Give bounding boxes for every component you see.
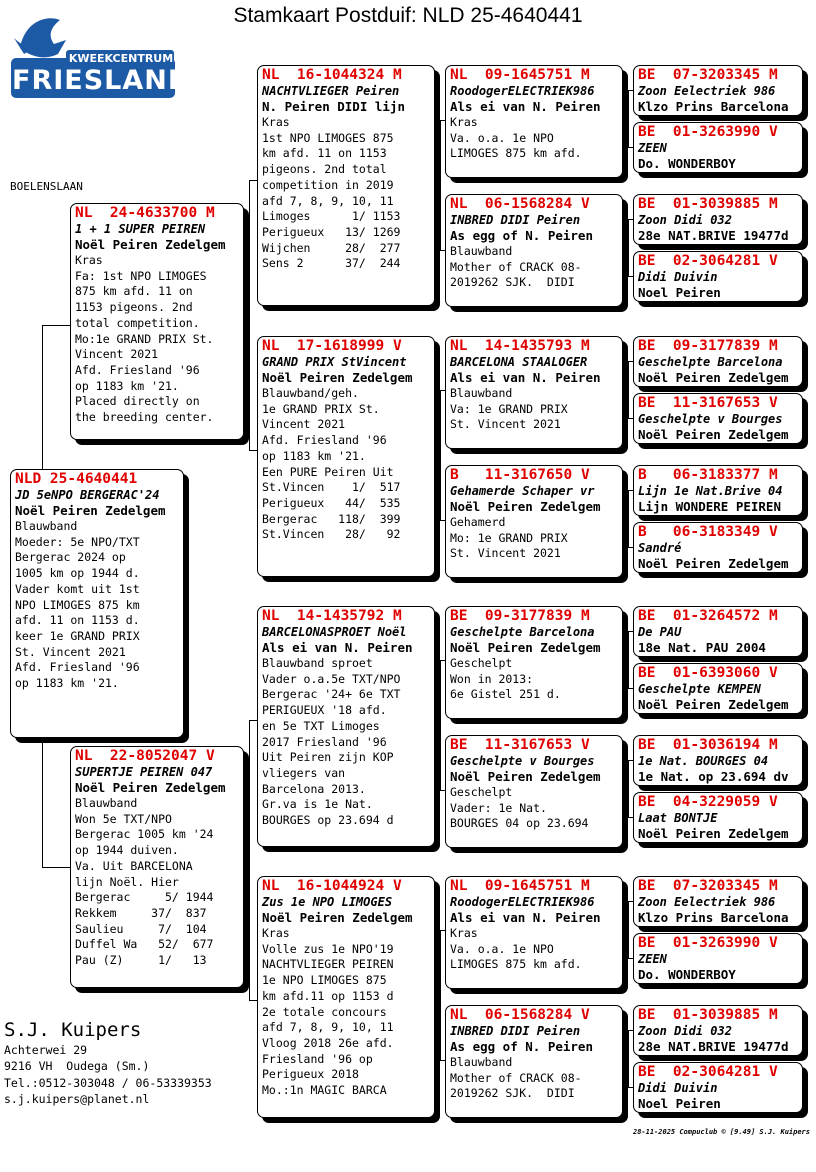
pigeon-name: RoodogerELECTRIEK986 [450, 895, 595, 909]
connector-line [249, 720, 257, 721]
ring-number: BE 11-3167653 V [638, 395, 778, 411]
ring-number: BE 01-3264572 M [638, 608, 778, 624]
logo-text-kweekcentrum: KWEEKCENTRUM [68, 52, 174, 65]
pigeon-card [633, 876, 803, 927]
pigeon-card [633, 1062, 803, 1113]
page-title: Stamkaart Postduif: NLD 25-4640441 [233, 4, 583, 27]
pigeon-card [633, 606, 803, 657]
pigeon-name: ZEEN [638, 952, 667, 966]
pigeon-card [257, 336, 435, 577]
connector-line [249, 450, 257, 451]
pigeon-owner: Als ei van N. Peiren [262, 640, 413, 655]
pigeon-owner: Noël Peiren Zedelgem [75, 780, 226, 795]
ring-number: NL 24-4633700 M [75, 205, 215, 221]
pigeon-name: Sandré [638, 541, 682, 555]
pigeon-notes: Kras Volle zus 1e NPO'19 NACHTVLIEGER PEIREN 1e NPO LIMOGES 875 km afd.11 op 1153 d 2e totale concours afd 7, 8, 9, 10, 11 Vloog 2018 26e afd. Friesland '96 op Perigueux 2018 Mo.:1n MAGIC BARCA [262, 926, 394, 1098]
connector-line [42, 325, 43, 470]
pigeon-notes: Blauwband/geh. 1e GRAND PRIX St. Vincent 2021 Afd. Friesland '96 op 1183 km '21. Een PURE Peiren Uit St.Vincen 1/ 517 Perigueux 44/ 535 Bergerac 118/ 399 St.Vincen 28/ 92 [262, 386, 401, 542]
connector-line [628, 490, 629, 547]
pigeon-owner: Noël Peiren Zedelgem [450, 640, 601, 655]
pigeon-name: Laat BONTJE [638, 811, 718, 825]
pigeon-card [633, 465, 803, 516]
connector-line [628, 361, 629, 418]
pigeon-name: Geschelpte v Bourges [638, 412, 783, 426]
ring-number: BE 02-3064281 V [638, 1064, 778, 1080]
pigeon-name: INBRED DIDI Peiren [450, 213, 581, 227]
pigeon-card [257, 606, 435, 847]
pigeon-name: Zus 1e NPO LIMOGES [262, 895, 393, 909]
connector-line [42, 867, 70, 868]
pigeon-name: NACHTVLIEGER Peiren [262, 84, 400, 98]
owner-address-line: 9216 VH Oudega (Sm.) [4, 1059, 150, 1074]
pigeon-owner: Noël Peiren Zedelgem [638, 427, 789, 442]
connector-line [42, 742, 43, 867]
pigeon-name: Zoon Didi 032 [638, 213, 732, 227]
pigeon-name: Geschelpte Barcelona [450, 625, 595, 639]
pigeon-name: Lijn 1e Nat.Brive 04 [638, 484, 783, 498]
pigeon-notes: Blauwband Moeder: 5e NPO/TXT Bergerac 2024 op 1005 km op 1944 d. Vader komt uit 1st NPO LIMOGES 875 km afd. 11 on 1153 d. keer 1e GRAND PRIX St. Vincent 2021 Afd. Friesland '96 op 1183 km '21. [15, 519, 140, 691]
ring-number: BE 11-3167653 V [450, 737, 590, 753]
pigeon-name: Geschelpte KEMPEN [638, 682, 761, 696]
pigeon-card [257, 65, 435, 306]
pigeon-card [633, 251, 803, 302]
ring-number: NL 06-1568284 V [450, 196, 590, 212]
connector-line [628, 901, 629, 958]
pigeon-name: ZEEN [638, 141, 667, 155]
pigeon-card [633, 65, 803, 116]
ring-number: NL 14-1435793 M [450, 338, 590, 354]
pigeon-owner: Klzo Prins Barcelona [638, 910, 789, 925]
pigeon-card [633, 194, 803, 245]
pigeon-card [633, 336, 803, 387]
pigeon-card [633, 122, 803, 173]
pigeon-name: Zoon Didi 032 [638, 1024, 732, 1038]
connector-line [440, 930, 441, 1060]
pigeon-owner: As egg of N. Peiren [450, 228, 593, 243]
pigeon-notes: Blauwband Va: 1e GRAND PRIX St. Vincent 2021 [450, 386, 568, 432]
pigeon-notes: Blauwband Mother of CRACK 08- 2019262 SJK. DIDI [450, 1055, 582, 1101]
pigeon-owner: Noël Peiren Zedelgem [262, 910, 413, 925]
ring-number: BE 01-3263990 V [638, 124, 778, 140]
pigeon-card [633, 735, 803, 786]
pigeon-name: Gehamerde Schaper vr [450, 484, 595, 498]
ring-number: BE 07-3203345 M [638, 878, 778, 894]
connector-line [249, 180, 250, 450]
connector-line [249, 180, 257, 181]
pigeon-owner: Noël Peiren Zedelgem [450, 769, 601, 784]
owner-phone: Tel.:0512-303048 / 06-53339353 [4, 1075, 212, 1090]
pigeon-owner: Noël Peiren Zedelgem [638, 556, 789, 571]
logo-text-friesland: FRIESLAND [12, 65, 192, 96]
pigeon-notes: Blauwband Mother of CRACK 08- 2019262 SJK. DIDI [450, 244, 582, 290]
pigeon-owner: 28e NAT.BRIVE 19477d [638, 228, 789, 243]
connector-line [249, 1000, 257, 1001]
ring-number: NL 16-1044924 V [262, 878, 402, 894]
pigeon-owner: Do. WONDERBOY [638, 967, 736, 982]
pigeon-card [445, 1005, 623, 1118]
pigeon-owner: Als ei van N. Peiren [450, 99, 601, 114]
ring-number: BE 07-3203345 M [638, 67, 778, 83]
connector-line [244, 865, 250, 866]
connector-line [244, 320, 250, 321]
pigeon-name: De PAU [638, 625, 682, 639]
pigeon-notes: Geschelpt Vader: 1e Nat. BOURGES 04 op 23.694 [450, 785, 589, 831]
pigeon-owner: Do. WONDERBOY [638, 156, 736, 171]
ring-number: B 11-3167650 V [450, 467, 590, 483]
ring-number: NL 09-1645751 M [450, 67, 590, 83]
pigeon-card [70, 203, 244, 440]
owner-name: S.J. Kuipers [4, 1019, 142, 1041]
ring-number: BE 01-3263990 V [638, 935, 778, 951]
pigeon-name: 1e Nat. BOURGES 04 [638, 754, 769, 768]
ring-number: NL 14-1435792 M [262, 608, 402, 624]
ring-number: BE 09-3177839 M [450, 608, 590, 624]
pigeon-owner: N. Peiren DIDI lijn [262, 99, 405, 114]
pigeon-owner: Noel Peiren [638, 285, 721, 300]
owner-email: s.j.kuipers@planet.nl [4, 1091, 150, 1106]
pigeon-notes: Kras Va. o.a. 1e NPO LIMOGES 875 km afd. [450, 926, 582, 972]
pigeon-name: 1 + 1 SUPER PEIREN [75, 222, 206, 236]
connector-line [42, 325, 70, 326]
ring-number: NL 22-8052047 V [75, 748, 215, 764]
pigeon-card [633, 393, 803, 444]
pigeon-card-main [10, 469, 184, 738]
pigeon-owner: 18e Nat. PAU 2004 [638, 640, 766, 655]
pigeon-owner: Noël Peiren Zedelgem [15, 503, 166, 518]
ring-number: NL 16-1044324 M [262, 67, 402, 83]
pigeon-notes: Kras Va. o.a. 1e NPO LIMOGES 875 km afd. [450, 115, 582, 161]
ring-number: B 06-3183377 M [638, 467, 778, 483]
location-label: BOELENSLAAN [10, 180, 83, 193]
pigeon-card [445, 465, 623, 578]
owner-block [4, 1018, 212, 1107]
ring-number: NLD 25-4640441 [15, 471, 138, 487]
pigeon-card [633, 792, 803, 843]
connector-line [249, 720, 250, 1000]
pigeon-name: Zoon Eelectriek 986 [638, 84, 776, 98]
pigeon-card [70, 746, 244, 988]
pigeon-notes: Blauwband sproet Vader o.a.5e TXT/NPO Bergerac '24+ 6e TXT PERIGUEUX '18 afd. en 5e TXT Limoges 2017 Friesland '96 Uit Peiren zijn KOP vliegers van Barcelona 2013. Gr.va is 1e Nat. BOURGES op 23.694 d [262, 656, 401, 828]
pigeon-owner: Noel Peiren [638, 1096, 721, 1111]
connector-line [440, 390, 441, 520]
pigeon-card [633, 522, 803, 573]
pigeon-card [445, 65, 623, 178]
pigeon-card [445, 336, 623, 449]
ring-number: BE 01-3039885 M [638, 196, 778, 212]
pigeon-owner: Noël Peiren Zedelgem [638, 826, 789, 841]
pigeon-name: Didi Duivin [638, 1081, 718, 1095]
kweekcentrum-friesland-logo [10, 14, 192, 100]
pigeon-owner: Klzo Prins Barcelona [638, 99, 789, 114]
ring-number: BE 02-3064281 V [638, 253, 778, 269]
owner-address-line: Achterwei 29 [4, 1043, 88, 1057]
pigeon-name: BARCELONASPROET Noël [262, 625, 407, 639]
connector-line [628, 1030, 629, 1087]
pigeon-name: SUPERTJE PEIREN 047 [75, 765, 213, 779]
pigeon-notes: Kras 1st NPO LIMOGES 875 km afd. 11 on 1153 pigeons. 2nd total competition in 2019 afd 7, 8, 9, 10, 11 Limoges 1/ 1153 Perigueux 13/ 1269 Wijchen 28/ 277 Sens 2 37/ 244 [262, 115, 401, 271]
pigeon-owner: Noël Peiren Zedelgem [450, 499, 601, 514]
ring-number: NL 17-1618999 V [262, 338, 402, 354]
footer-credit: 28-11-2025 Compuclub © [9.49] S.J. Kuipers [632, 1128, 810, 1136]
pigeon-notes: Gehamerd Mo: 1e GRAND PRIX St. Vincent 2021 [450, 515, 568, 561]
pigeon-card [633, 1005, 803, 1056]
connector-line [628, 219, 629, 276]
pigeon-card [445, 194, 623, 307]
pigeon-card [445, 876, 623, 989]
pigeon-notes: Geschelpt Won in 2013: 6e Gistel 251 d. [450, 656, 561, 702]
ring-number: BE 01-3039885 M [638, 1007, 778, 1023]
pigeon-owner: Als ei van N. Peiren [450, 370, 601, 385]
pigeon-owner: Noël Peiren Zedelgem [638, 697, 789, 712]
pigeon-name: GRAND PRIX StVincent [262, 355, 407, 369]
pigeon-owner: As egg of N. Peiren [450, 1039, 593, 1054]
pigeon-name: Didi Duivin [638, 270, 718, 284]
pigeon-owner: Noël Peiren Zedelgem [638, 370, 789, 385]
ring-number: NL 06-1568284 V [450, 1007, 590, 1023]
connector-line [628, 760, 629, 817]
pigeon-notes: Kras Fa: 1st NPO LIMOGES 875 km afd. 11 on 1153 pigeons. 2nd total competition. Mo:1e GRAND PRIX St. Vincent 2021 Afd. Friesland '96 op 1183 km '21. Placed directly on the breeding center. [75, 253, 214, 425]
pigeon-name: RoodogerELECTRIEK986 [450, 84, 595, 98]
ring-number: BE 04-3229059 V [638, 794, 778, 810]
pigeon-card [445, 606, 623, 719]
pigeon-owner: Als ei van N. Peiren [450, 910, 601, 925]
pigeon-owner: Noël Peiren Zedelgem [75, 237, 226, 252]
pigeon-card [633, 933, 803, 984]
pigeon-notes: Blauwband Won 5e TXT/NPO Bergerac 1005 km '24 op 1944 duiven. Va. Uit BARCELONA lijn Noël. Hier Bergerac 5/ 1944 Rekkem 37/ 837 Saulieu 7/ 104 Duffel Wa 52/ 677 Pau (Z) 1/ 13 [75, 796, 214, 968]
ring-number: NL 09-1645751 M [450, 878, 590, 894]
connector-line [440, 660, 441, 790]
pigeon-card [445, 735, 623, 848]
ring-number: BE 01-6393060 V [638, 665, 778, 681]
pigeon-owner: 1e Nat. op 23.694 dv [638, 769, 789, 784]
pigeon-card [633, 663, 803, 714]
pigeon-owner: Lijn WONDERE PEIREN [638, 499, 781, 514]
connector-line [628, 90, 629, 147]
connector-line [628, 631, 629, 688]
pigeon-owner: Noël Peiren Zedelgem [262, 370, 413, 385]
pigeon-name: BARCELONA STAALOGER [450, 355, 588, 369]
pigeon-name: JD 5eNPO BERGERAC'24 [15, 488, 160, 502]
connector-line [440, 120, 441, 250]
ring-number: BE 01-3036194 M [638, 737, 778, 753]
ring-number: BE 09-3177839 M [638, 338, 778, 354]
pigeon-name: Geschelpte v Bourges [450, 754, 595, 768]
pigeon-card [257, 876, 435, 1118]
pigeon-name: Geschelpte Barcelona [638, 355, 783, 369]
ring-number: B 06-3183349 V [638, 524, 778, 540]
pigeon-owner: 28e NAT.BRIVE 19477d [638, 1039, 789, 1054]
pigeon-name: INBRED DIDI Peiren [450, 1024, 581, 1038]
pigeon-name: Zoon Eelectriek 986 [638, 895, 776, 909]
